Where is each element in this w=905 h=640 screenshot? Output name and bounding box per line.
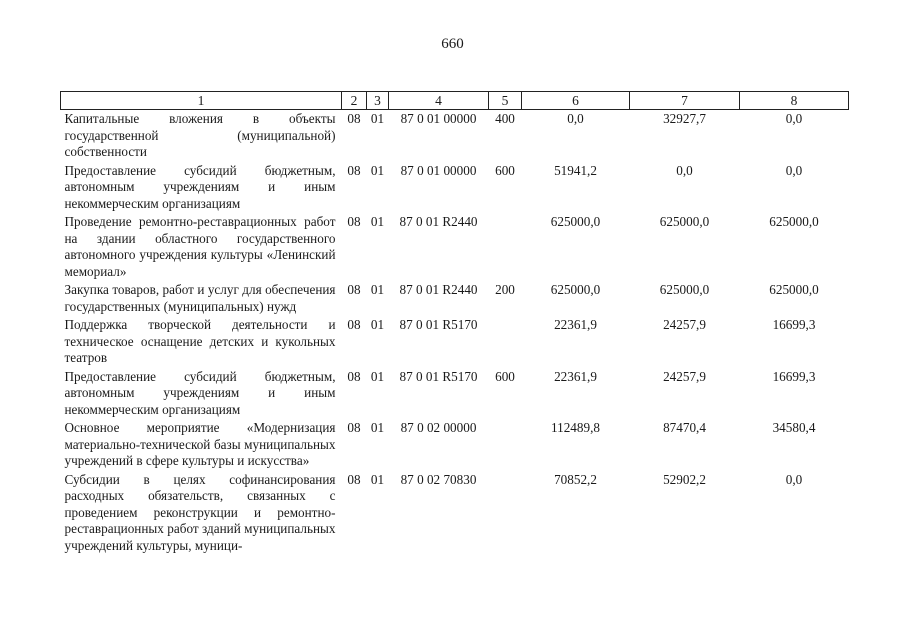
row-expense-type — [489, 317, 522, 369]
row-amount-col8: 16699,3 — [772, 317, 816, 332]
table-row — [61, 420, 849, 472]
table-row — [61, 214, 849, 282]
row-amount-col7: 24257,9 — [663, 368, 706, 384]
row-amount-col7: 32927,7 — [663, 111, 706, 126]
row-section: 08 — [347, 471, 361, 487]
row-section: 08 — [347, 317, 361, 332]
header-row — [61, 92, 849, 110]
budget-table-container — [60, 91, 848, 556]
row-subsection: 01 — [370, 162, 385, 178]
row-target-code: 87 0 02 70830 — [400, 471, 477, 487]
row-amount-col6: 22361,9 — [554, 317, 597, 332]
row-section: 08 — [347, 111, 361, 126]
row-name: Основное мероприятие «Модернизация материально-технической базы муниципальных учреждений в сфере культуры и искусства» — [64, 420, 336, 468]
header-col-2: 2 — [342, 92, 367, 110]
header-col-5: 5 — [489, 92, 522, 110]
row-name: Проведение ремонтно-реставрационных работ на здании областного государственного автономного учреждения культуры «Ленинский мемориал» — [64, 214, 336, 279]
row-amount-col6: 625000,0 — [550, 214, 601, 229]
table-row — [61, 369, 849, 421]
row-target-code: 87 0 01 R2440 — [399, 214, 478, 229]
row-amount-col7: 87470,4 — [663, 420, 706, 435]
header-col-3: 3 — [367, 92, 389, 110]
row-amount-col8: 0,0 — [785, 162, 803, 178]
row-amount-col8: 0,0 — [785, 471, 803, 487]
header-col-4: 4 — [389, 92, 489, 110]
row-subsection: 01 — [370, 214, 385, 229]
row-amount-col8: 16699,3 — [772, 368, 816, 384]
header-col-1: 1 — [61, 92, 342, 110]
row-amount-col7: 52902,2 — [663, 471, 706, 487]
row-amount-col7: 625000,0 — [659, 214, 710, 229]
row-name: Поддержка творческой деятельности и техническое оснащение детских и кукольных театров — [64, 317, 336, 365]
row-subsection: 01 — [370, 111, 385, 126]
row-name: Предоставление субсидий бюджетным, автономным учреждениям и иным некоммерческим организациям — [64, 162, 336, 211]
row-subsection: 01 — [370, 317, 385, 332]
header-col-6: 6 — [522, 92, 630, 110]
row-name: Закупка товаров, работ и услуг для обеспечения государственных (муниципальных) нужд — [64, 282, 336, 314]
row-target-code: 87 0 01 00000 — [400, 162, 477, 178]
row-target-code: 87 0 01 R5170 — [399, 317, 478, 332]
row-expense-type: 600 — [495, 368, 515, 384]
row-amount-col6: 625000,0 — [550, 282, 601, 297]
row-subsection: 01 — [370, 420, 385, 435]
row-amount-col6: 0,0 — [567, 111, 584, 126]
row-amount-col8: 34580,4 — [772, 420, 816, 435]
row-section: 08 — [347, 214, 361, 229]
row-amount-col8: 0,0 — [785, 111, 803, 126]
page-number: 660 — [441, 36, 464, 52]
header-col-7: 7 — [630, 92, 740, 110]
table-row — [61, 317, 849, 369]
table-row — [61, 163, 849, 215]
row-expense-type — [489, 214, 522, 282]
row-name: Предоставление субсидий бюджетным, автономным учреждениям и иным некоммерческим организациям — [64, 368, 336, 417]
row-amount-col8: 625000,0 — [769, 282, 819, 297]
row-expense-type — [489, 472, 522, 557]
row-name: Субсидии в целях софинансирования расходных обязательств, связанных с проведением реконструкции и ремонтно-реставрационных работ зданий муниципальных учреждений культуры, муници- — [64, 471, 336, 553]
row-expense-type: 600 — [495, 162, 515, 178]
row-target-code: 87 0 01 R2440 — [399, 282, 478, 297]
row-amount-col6: 51941,2 — [554, 162, 597, 178]
row-section: 08 — [347, 282, 361, 297]
row-subsection: 01 — [370, 368, 385, 384]
table-row — [61, 472, 849, 557]
row-target-code: 87 0 01 R5170 — [399, 368, 478, 384]
row-amount-col6: 112489,8 — [551, 420, 600, 435]
table-header — [61, 92, 849, 110]
header-col-8: 8 — [740, 92, 849, 110]
row-expense-type: 400 — [495, 111, 515, 126]
row-section: 08 — [347, 162, 361, 178]
row-name: Капитальные вложения в объекты государственной (муниципальной) собственности — [64, 111, 336, 159]
row-expense-type — [489, 420, 522, 472]
row-target-code: 87 0 01 00000 — [400, 111, 477, 126]
table-body — [61, 110, 849, 557]
table-row — [61, 282, 849, 317]
row-subsection: 01 — [370, 282, 385, 297]
row-amount-col6: 22361,9 — [554, 368, 597, 384]
row-amount-col7: 0,0 — [676, 162, 693, 178]
row-amount-col6: 70852,2 — [554, 471, 597, 487]
budget-table — [60, 91, 849, 556]
row-amount-col7: 625000,0 — [659, 282, 710, 297]
row-target-code: 87 0 02 00000 — [400, 420, 477, 435]
row-section: 08 — [347, 420, 361, 435]
row-subsection: 01 — [370, 471, 385, 487]
row-amount-col7: 24257,9 — [663, 317, 706, 332]
row-section: 08 — [347, 368, 361, 384]
row-amount-col8: 625000,0 — [769, 214, 819, 229]
row-expense-type: 200 — [495, 282, 515, 297]
table-row — [61, 110, 849, 163]
